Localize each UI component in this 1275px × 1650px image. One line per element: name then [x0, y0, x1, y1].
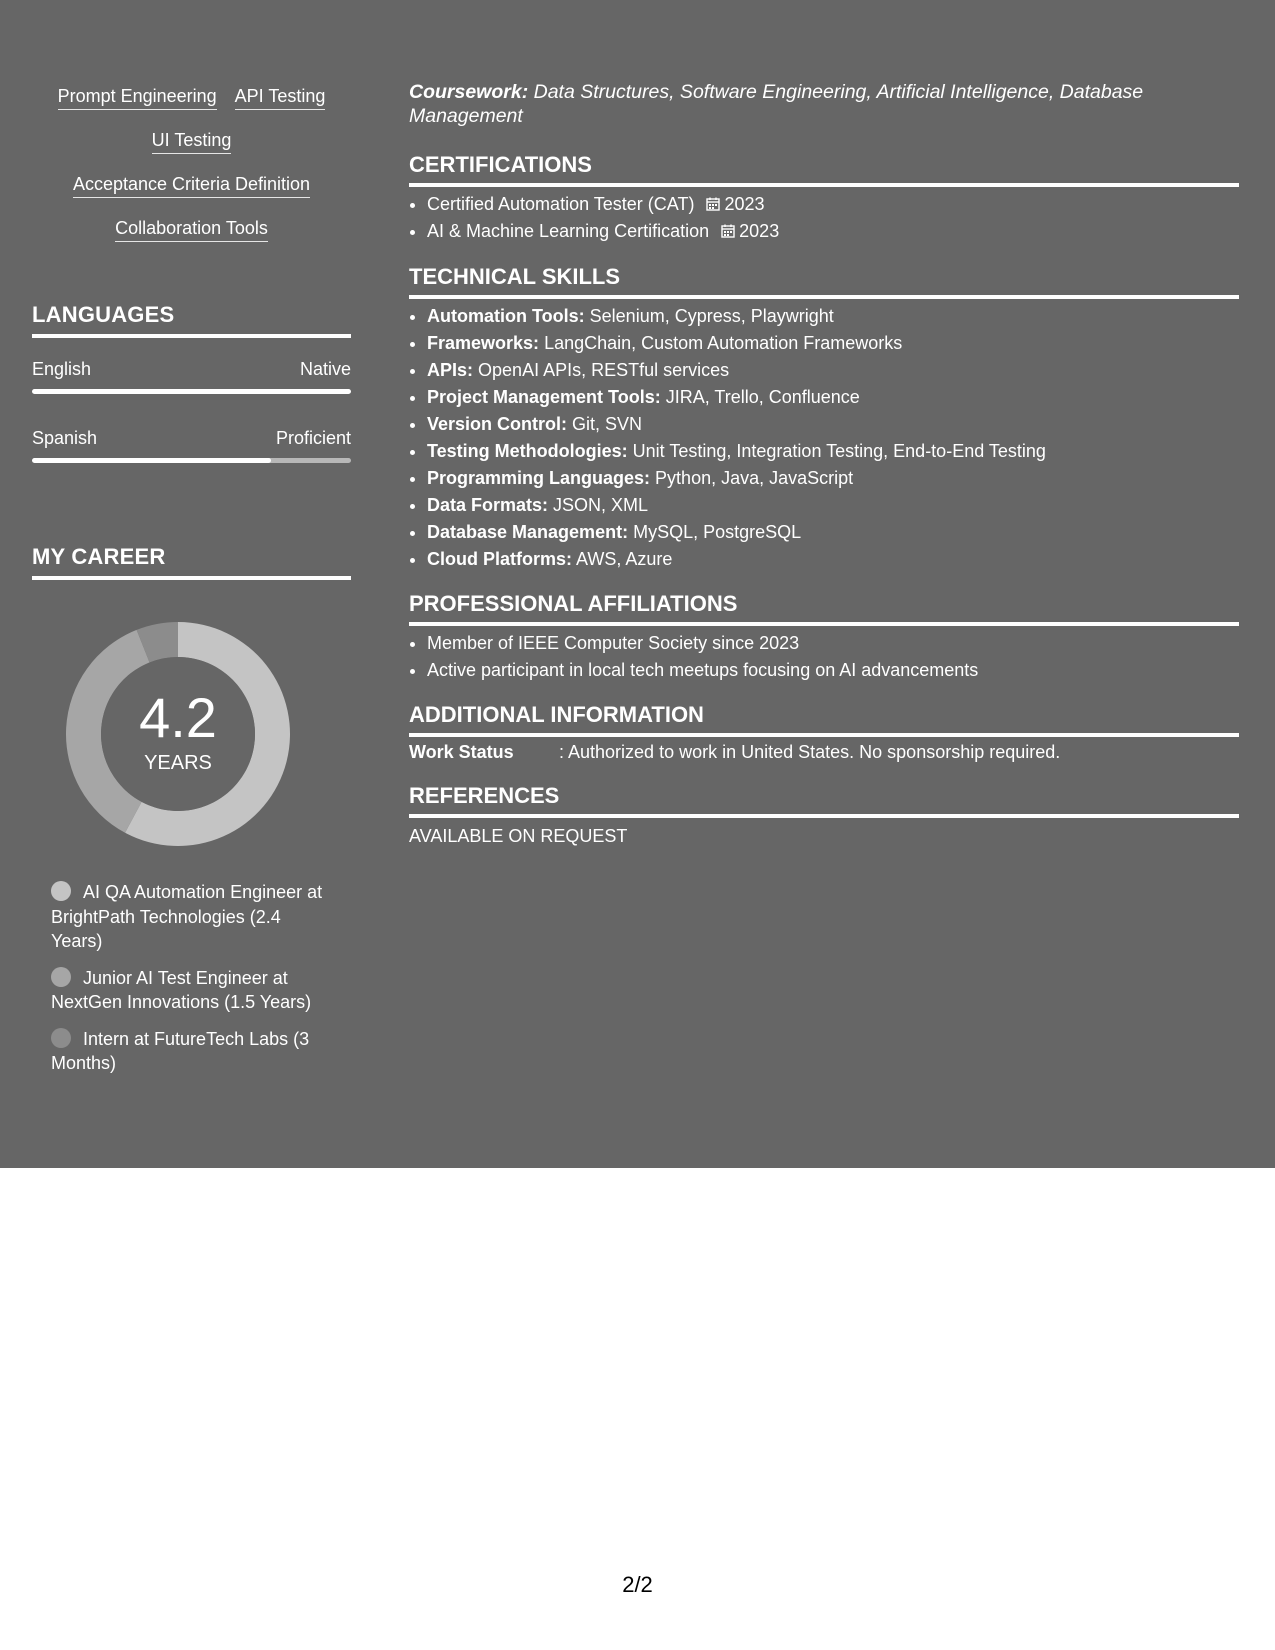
skill-value: AWS, Azure: [576, 549, 673, 569]
language-level: Proficient: [275, 428, 351, 448]
skill-tag[interactable]: Prompt Engineering: [58, 84, 217, 110]
skill-item: [427, 384, 1257, 411]
skill-item: [427, 330, 1257, 357]
work-status-value: : Authorized to work in United States. No sponsorship required.: [559, 742, 1061, 762]
work-status-row: [409, 742, 1239, 763]
skill-label: Automation Tools:: [427, 306, 585, 326]
skill-label: Version Control:: [427, 414, 568, 434]
career-total-unit: YEARS: [144, 752, 212, 774]
skill-item: [427, 438, 1257, 465]
skill-label: Project Management Tools:: [427, 387, 661, 407]
language-proficiency-fill: [32, 389, 351, 394]
coursework-text: Data Structures, Software Engineering, Artificial Intelligence, Database Management: [409, 81, 1144, 127]
skill-item: [427, 465, 1257, 492]
skill-value: Unit Testing, Integration Testing, End-to-End Testing: [632, 441, 1046, 461]
certification-name: Certified Automation Tester (CAT): [427, 194, 695, 214]
coursework: [409, 80, 1209, 128]
skill-label: Programming Languages:: [427, 468, 651, 488]
language-proficiency-bar: [32, 458, 351, 463]
certification-item: [427, 191, 1257, 218]
references-text: AVAILABLE ON REQUEST: [409, 826, 628, 846]
skill-value: MySQL, PostgreSQL: [633, 522, 802, 542]
career-item-text: AI QA Automation Engineer at BrightPath Technologies (2.4 Years): [51, 882, 323, 951]
skill-tags: [32, 84, 351, 242]
language-proficiency-bar: [32, 389, 351, 394]
skill-label: Cloud Platforms:: [427, 549, 573, 569]
certification-name: AI & Machine Learning Certification: [427, 221, 710, 241]
career-item: [51, 880, 331, 954]
skill-label: Testing Methodologies:: [427, 441, 628, 461]
skill-value: JIRA, Trello, Confluence: [665, 387, 860, 407]
skill-label: Data Formats:: [427, 495, 549, 515]
language-row: [32, 428, 351, 449]
career-item-text: Intern at FutureTech Labs (3 Months): [51, 1028, 310, 1073]
career-list: [51, 880, 331, 1088]
career-legend-dot: [51, 1028, 71, 1048]
affiliations-list: [409, 630, 1257, 684]
affiliations-heading: PROFESSIONAL AFFILIATIONS: [409, 591, 1239, 626]
skill-item: [427, 357, 1257, 384]
skill-tag[interactable]: API Testing: [235, 84, 326, 110]
career-legend-dot: [51, 881, 71, 901]
language-level: Native: [299, 359, 351, 379]
career-item-text: Junior AI Test Engineer at NextGen Innovations (1.5 Years): [51, 967, 312, 1012]
additional-info-heading: ADDITIONAL INFORMATION: [409, 702, 1239, 737]
skill-value: JSON, XML: [553, 495, 649, 515]
language-name: English: [32, 359, 92, 379]
certifications-list: [409, 191, 1257, 245]
languages-heading: LANGUAGES: [32, 302, 351, 338]
skill-value: LangChain, Custom Automation Frameworks: [544, 333, 903, 353]
work-status-label: Work Status: [409, 742, 514, 762]
calendar-icon: [706, 197, 720, 211]
page-number: 2/2: [622, 1572, 653, 1597]
skill-value: Git, SVN: [572, 414, 643, 434]
career-item: [51, 1027, 331, 1076]
skill-item: [427, 519, 1257, 546]
career-donut-chart: [66, 622, 290, 846]
language-proficiency-fill: [32, 458, 271, 463]
technical-skills-list: [409, 303, 1257, 573]
certification-year: 2023: [739, 221, 780, 241]
affiliation-item: • Member of IEEE Computer Society since 2023: [427, 630, 1257, 657]
certification-year: 2023: [724, 194, 765, 214]
skill-item: [427, 303, 1257, 330]
career-heading: MY CAREER: [32, 544, 351, 580]
skill-item: [427, 411, 1257, 438]
skill-tag[interactable]: UI Testing: [152, 128, 232, 154]
skill-item: [427, 492, 1257, 519]
language-row: [32, 359, 351, 380]
career-legend-dot: [51, 967, 71, 987]
skill-value: Selenium, Cypress, Playwright: [589, 306, 834, 326]
technical-skills-heading: TECHNICAL SKILLS: [409, 264, 1239, 299]
certification-item: [427, 218, 1257, 245]
references-heading: REFERENCES: [409, 783, 1239, 818]
affiliation-item: • Active participant in local tech meetups focusing on AI advancements: [427, 657, 1257, 684]
skill-value: OpenAI APIs, RESTful services: [478, 360, 730, 380]
certifications-heading: CERTIFICATIONS: [409, 152, 1239, 187]
career-item: [51, 966, 331, 1015]
skill-label: APIs:: [427, 360, 474, 380]
skill-label: Database Management:: [427, 522, 629, 542]
calendar-icon: [721, 224, 735, 238]
skill-tag[interactable]: Collaboration Tools: [115, 216, 268, 242]
coursework-label: Coursework:: [409, 81, 529, 103]
skill-label: Frameworks:: [427, 333, 540, 353]
language-name: Spanish: [32, 428, 98, 448]
career-total-value: 4.2: [139, 686, 217, 749]
skill-tag[interactable]: Acceptance Criteria Definition: [73, 172, 310, 198]
skill-item: [427, 546, 1257, 573]
skill-value: Python, Java, JavaScript: [655, 468, 854, 488]
